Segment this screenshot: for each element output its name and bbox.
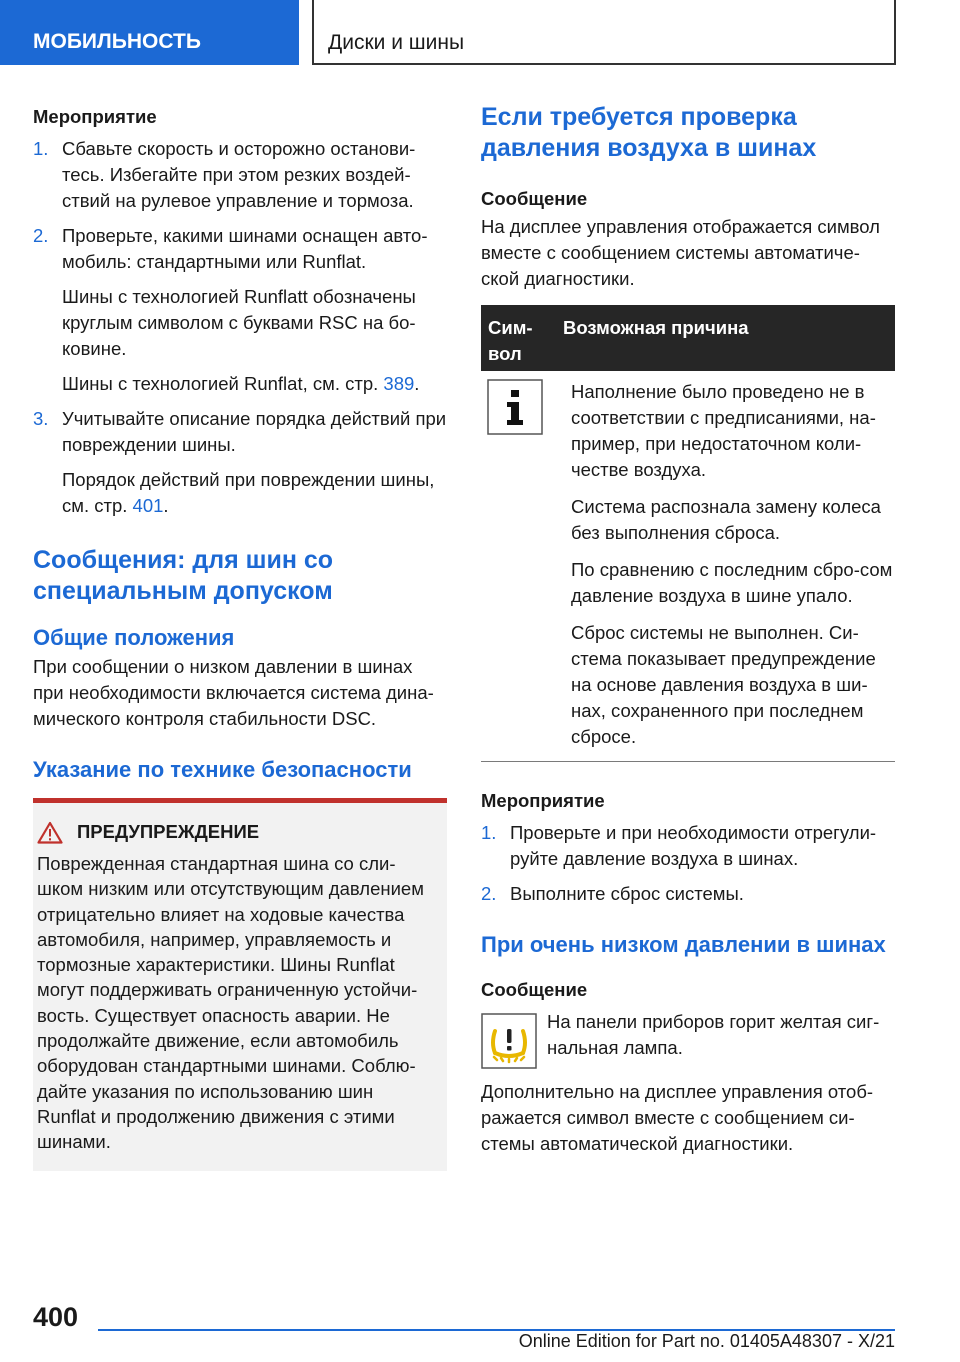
warning-box (33, 798, 447, 1171)
warning-title (33, 819, 431, 845)
cause-table (481, 305, 895, 762)
left-column (33, 104, 447, 1171)
warning-title-text: ПРЕДУПРЕЖДЕНИЕ (77, 821, 260, 842)
section-heading: Если требуется проверка давления воздуха в шинах (481, 103, 817, 162)
table-cell-causes (571, 379, 895, 761)
step-text: Сбавьте скорость и осторожно останови-тесь. Избегайте при этом резких воздей-ствий на рулевое управление и тормоза. (62, 138, 416, 211)
note-text: Шины с технологией Runflat, см. стр. (62, 373, 379, 394)
section-heading: Сообщения: для шин со специальным допуском (33, 546, 334, 605)
section-title: МОБИЛЬНОСТЬ (33, 30, 201, 53)
info-icon (487, 379, 543, 435)
section-tab (0, 0, 299, 65)
subsection-heading: Указание по технике безопасности (33, 757, 412, 782)
step-note: Порядок действий при повреждении шины, см. стр. 401. (62, 469, 435, 516)
table-header-cause: Возможная причина (563, 317, 749, 338)
general-text: При сообщении о низком давлении в шинах при необходимости включается система дина-мического контроля стабильности DSC. (33, 656, 434, 729)
right-column (481, 104, 895, 1157)
step-note: Шины с технологией Runflatt обозначены круглым символом с буквами RSC на бо-ковине. (62, 286, 416, 359)
lamp-message (481, 1009, 895, 1069)
subsection-heading: Общие положения (33, 625, 235, 650)
message-label: Сообщение (481, 979, 588, 1000)
step-text: Учитывайте описание порядка действий при повреждении шины. (62, 408, 447, 455)
step-number: 2. (33, 225, 49, 246)
warning-triangle-icon (37, 821, 63, 844)
warning-body: Поврежденная стандартная шина со сли-шком низким или отсутствующим давлением отрицательно влияет на ходовые качества автомобиля, например, управляемость и тормозные характеристики. Шины Runflat могут поддерживать ограниченную устойчи-вость. Существует опасность аварии. Не продолжайте движение, если автомобиль оборудован стандартными шинами. Соблю-дайте указания по использованию шин Runflat и продолжению движения с этими шинами. (37, 853, 424, 1153)
step-text: Проверьте и при необходимости отрегули-руйте давление воздуха в шинах. (510, 822, 877, 869)
cause-text: По сравнению с последним сбро-сом давление воздуха в шине упало. (571, 559, 893, 606)
extra-text: Дополнительно на дисплее управления отоб-ражается символ вместе с сообщением си-стемы автоматической диагностики. (481, 1081, 874, 1154)
page-number: 400 (33, 1302, 79, 1332)
subsection-heading: При очень низком давлении в шинах (481, 932, 886, 957)
table-header-symbol: Сим-вол (488, 317, 533, 364)
step-number: 1. (481, 822, 497, 843)
step-item (33, 406, 447, 458)
chapter-tab (312, 0, 896, 65)
cause-text: Наполнение было проведено не в соответствии с предписаниями, на-пример, при недостаточном коли-честве воздуха. (571, 381, 876, 480)
step-item (481, 820, 895, 872)
measures-label: Мероприятие (481, 790, 605, 811)
cause-text: Система распознала замену колеса без выполнения сброса. (571, 496, 881, 543)
lamp-text: На панели приборов горит желтая сиг-нальная лампа. (547, 1011, 880, 1058)
step-number: 1. (33, 138, 49, 159)
edition-text: Online Edition for Part no. 01405A48307 - X/21 (518, 1331, 895, 1351)
table-cell-symbol (481, 379, 571, 761)
chapter-title: Диски и шины (328, 31, 465, 54)
table-header (481, 305, 895, 371)
step-text: Выполните сброс системы. (510, 883, 744, 904)
step-item (481, 881, 895, 907)
step-text: Проверьте, какими шинами оснащен авто-мобиль: стандартными или Runflat. (62, 225, 428, 272)
cause-text: Сброс системы не выполнен. Си-стема показывает предупреждение на основе давления воздуха в ши-нах, сохраненного при последнем сбросе. (571, 622, 876, 747)
tire-pressure-warning-icon (481, 1013, 537, 1069)
step-number: 2. (481, 883, 497, 904)
step-note: Шины с технологией Runflat, см. стр. 389. (62, 373, 420, 394)
step-item (33, 223, 447, 275)
message-text: На дисплее управления отображается символ вместе с сообщением системы автоматиче-ской диагностики. (481, 216, 880, 289)
step-number: 3. (33, 408, 49, 429)
measures-label: Мероприятие (33, 106, 157, 127)
note-text: Порядок действий при повреждении шины, см. стр. (62, 469, 435, 516)
step-item (33, 136, 447, 214)
message-label: Сообщение (481, 188, 588, 209)
table-row (481, 371, 895, 761)
page-link[interactable]: 401 (132, 495, 164, 516)
page-link[interactable]: 389 (383, 373, 415, 394)
